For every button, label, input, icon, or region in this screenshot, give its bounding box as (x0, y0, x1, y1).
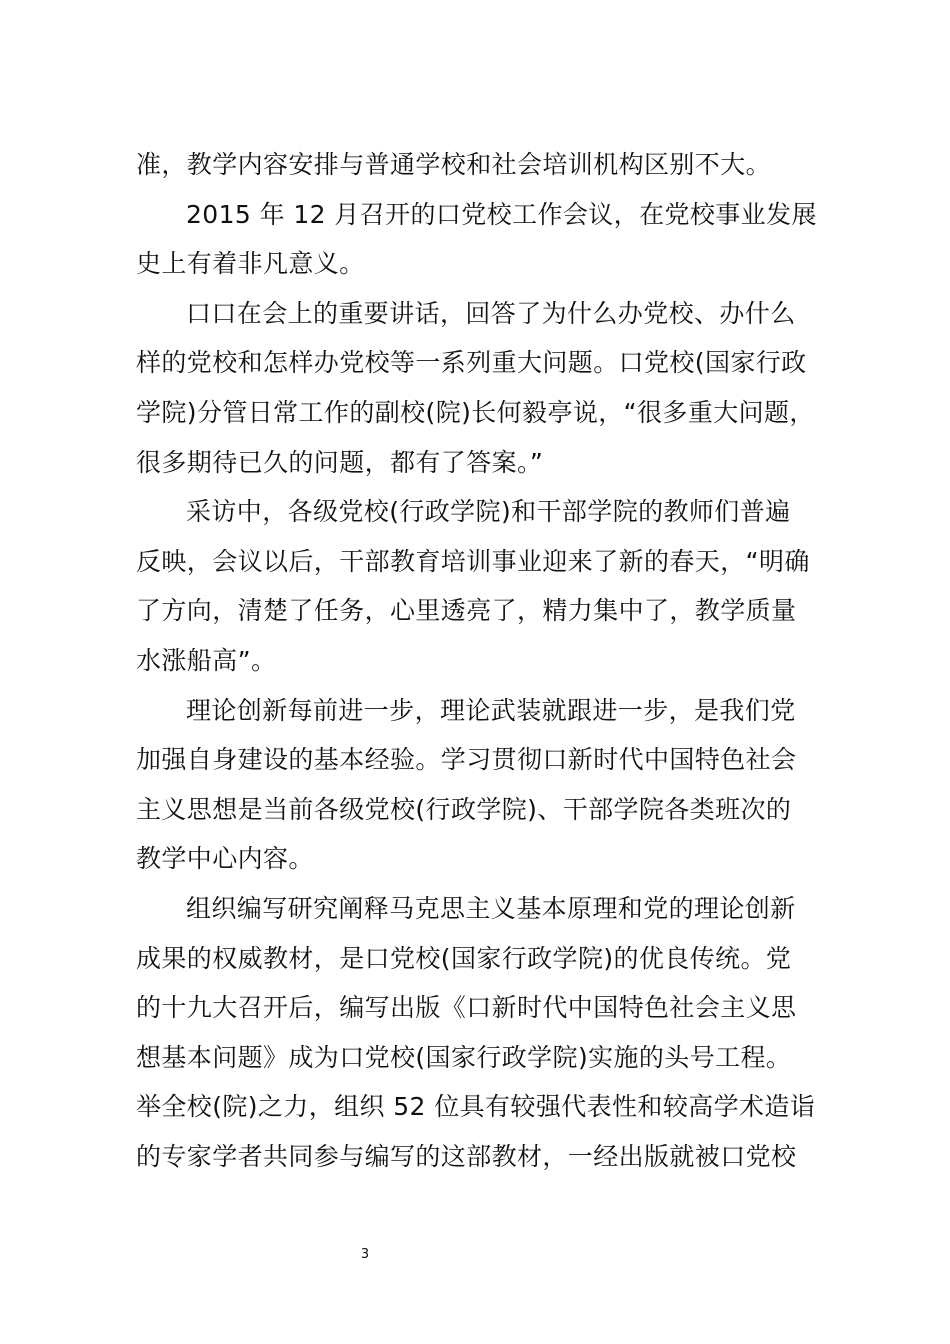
text-line: 准，教学内容安排与普通学校和社会培训机构区别不大。 (136, 150, 772, 179)
text-line: 学院)分管日常工作的副校(院)长何毅亭说，“很多重大问题， (136, 397, 815, 427)
text-line: 主义思想是当前各级党校(行政学院)、干部学院各类班次的 (136, 794, 792, 824)
text-line: 的专家学者共同参与编写的这部教材，一经出版就被口党校 (136, 1141, 797, 1171)
text-line: 成果的权威教材，是口党校(国家行政学院)的优良传统。党 (136, 943, 792, 973)
text-line: 样的党校和怎样办党校等一系列重大问题。口党校(国家行政 (136, 348, 807, 378)
text-line: 举全校(院)之力，组织 52 位具有较强代表性和较高学术造诣 (136, 1092, 816, 1122)
text-line: 了方向，清楚了任务，心里透亮了，精力集中了，教学质量 (136, 596, 797, 626)
paragraph-first-line: 组织编写研究阐释马克思主义基本原理和党的理论创新 (186, 893, 796, 923)
text-line: 很多期待已久的问题，都有了答案。” (136, 447, 544, 477)
body-text (136, 140, 816, 1181)
text-line: 史上有着非凡意义。 (136, 249, 365, 279)
paragraph-first-line: 2015 年 12 月召开的口党校工作会议，在党校事业发展 (186, 199, 817, 229)
paragraph-first-line: 理论创新每前进一步，理论武装就跟进一步，是我们党 (186, 695, 796, 725)
text-line: 想基本问题》成为口党校(国家行政学院)实施的头号工程。 (136, 1042, 792, 1072)
text-line: 教学中心内容。 (136, 844, 314, 874)
text-line: 水涨船高”。 (136, 645, 277, 675)
text-line: 反映，会议以后，干部教育培训事业迎来了新的春天，“明确 (136, 546, 810, 576)
paragraph-first-line: 口口在会上的重要讲话，回答了为什么办党校、办什么 (186, 298, 796, 328)
text-line: 加强自身建设的基本经验。学习贯彻口新时代中国特色社会 (136, 745, 797, 775)
page-number: 3 (360, 1247, 370, 1262)
text-line: 的十九大召开后，编写出版《口新时代中国特色社会主义思 (136, 993, 797, 1023)
paragraph-first-line: 采访中，各级党校(行政学院)和干部学院的教师们普遍 (186, 497, 791, 527)
